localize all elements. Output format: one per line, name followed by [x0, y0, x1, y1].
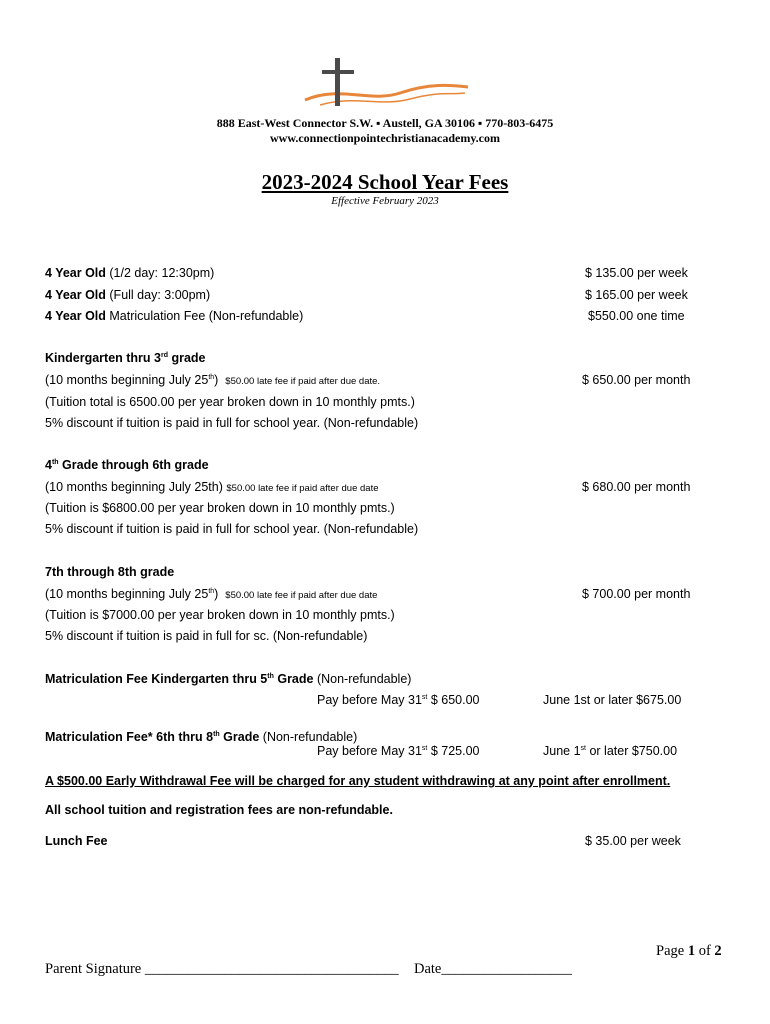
- heading-detail: (Non-refundable): [259, 730, 358, 744]
- late-fee-note: $50.00 late fee if paid after due date.: [225, 376, 381, 387]
- fee-row-4yo-matriculation: [45, 309, 303, 323]
- before-sup: st: [421, 693, 428, 701]
- g46-discount: 5% discount if tuition is paid in full for school year. (Non-refundable): [45, 522, 419, 536]
- school-address: 888 East-West Connector S.W. ▪ Austell, GA 30106 ▪ 770-803-6475: [216, 116, 554, 130]
- lunch-fee-label: Lunch Fee: [45, 834, 108, 848]
- matriculation-68-after: [543, 744, 677, 758]
- heading-sup: rd: [161, 351, 168, 359]
- heading-sup: th: [51, 458, 59, 466]
- after-text: June 1: [543, 744, 581, 758]
- school-website[interactable]: www.connectionpointechristianacademy.com: [270, 131, 500, 145]
- months-sup: th: [208, 373, 215, 381]
- page-current: 1: [687, 943, 696, 959]
- heading-text: Grade: [219, 730, 260, 744]
- fee-label-detail: Matriculation Fee (Non-refundable): [105, 309, 304, 323]
- fee-row-4yo-full: [45, 288, 210, 302]
- matriculation-k5-heading: [45, 672, 411, 686]
- page-title: 2023-2024 School Year Fees: [261, 170, 509, 194]
- fee-label-bold: 4 Year Old: [45, 266, 106, 280]
- effective-date: Effective February 2023: [331, 195, 439, 207]
- fee-label-detail: (Full day: 3:00pm): [105, 288, 211, 302]
- k3-tuition-total: (Tuition total is 6500.00 per year broken down in 10 monthly pmts.): [45, 395, 415, 409]
- before-text: Pay before May 31: [317, 744, 422, 758]
- heading-text: Matriculation Fee* 6th thru 8: [45, 730, 214, 744]
- academy-logo: [300, 55, 470, 110]
- heading-text: grade: [168, 351, 206, 365]
- months-text: ): [214, 373, 219, 387]
- fee-price-4yo-full: $ 165.00 per week: [585, 288, 688, 302]
- parent-signature-line[interactable]: Parent Signature ___________________________________: [45, 961, 399, 977]
- heading-text: Grade through 6th grade: [58, 458, 209, 472]
- heading-text: 4: [45, 458, 52, 472]
- heading-text: Grade: [273, 672, 314, 686]
- page-number: [656, 943, 722, 960]
- g78-price: $ 700.00 per month: [582, 587, 691, 601]
- g78-discount: 5% discount if tuition is paid in full for sc. (Non-refundable): [45, 629, 368, 643]
- before-sup: st: [421, 744, 428, 752]
- months-sup: th: [208, 587, 215, 595]
- months-text: (10 months beginning July 25: [45, 587, 209, 601]
- k3-price: $ 650.00 per month: [582, 373, 691, 387]
- fee-label-detail: (1/2 day: 12:30pm): [105, 266, 215, 280]
- k3-discount: 5% discount if tuition is paid in full for school year. (Non-refundable): [45, 416, 419, 430]
- k3-months-line: [45, 373, 380, 387]
- matriculation-k5-before: [317, 693, 480, 707]
- g46-months-line: [45, 480, 379, 494]
- non-refundable-notice: All school tuition and registration fees are non-refundable.: [45, 803, 393, 817]
- fee-label-bold: 4 Year Old: [45, 309, 106, 323]
- heading-sup: th: [267, 672, 274, 680]
- page-total: 2: [714, 943, 722, 959]
- section-heading-k3: [45, 351, 206, 365]
- late-fee-note: $50.00 late fee if paid after due date: [225, 590, 378, 601]
- months-text: ): [214, 587, 219, 601]
- page-of: of: [695, 943, 715, 959]
- g46-price: $ 680.00 per month: [582, 480, 691, 494]
- heading-text: Matriculation Fee Kindergarten thru 5: [45, 672, 268, 686]
- matriculation-k5-after: June 1st or later $675.00: [543, 693, 682, 707]
- heading-detail: (Non-refundable): [313, 672, 412, 686]
- matriculation-68-before: [317, 744, 480, 758]
- g46-tuition-total: (Tuition is $6800.00 per year broken down in 10 monthly pmts.): [45, 501, 395, 515]
- before-amount: $ 725.00: [427, 744, 480, 758]
- months-text: (10 months beginning July 25: [45, 373, 209, 387]
- date-line[interactable]: Date__________________: [414, 961, 572, 977]
- section-heading-g78: 7th through 8th grade: [45, 565, 175, 579]
- after-amount: or later $750.00: [585, 744, 678, 758]
- months-text: (10 months beginning July 25th): [45, 480, 223, 494]
- lunch-fee-price: $ 35.00 per week: [585, 834, 681, 848]
- fee-price-4yo-half: $ 135.00 per week: [585, 266, 688, 280]
- before-text: Pay before May 31: [317, 693, 422, 707]
- heading-sup: th: [213, 730, 220, 738]
- fee-price-4yo-matriculation: $550.00 one time: [588, 309, 685, 323]
- late-fee-note: $50.00 late fee if paid after due date: [226, 483, 379, 494]
- fee-row-4yo-half: [45, 266, 214, 280]
- page-prefix: Page: [656, 943, 688, 959]
- withdrawal-fee-notice: A $500.00 Early Withdrawal Fee will be charged for any student withdrawing at any point after enrollment.: [45, 774, 671, 788]
- g78-months-line: [45, 587, 377, 601]
- before-amount: $ 650.00: [427, 693, 480, 707]
- section-heading-g46: [45, 458, 209, 472]
- matriculation-68-heading: [45, 730, 357, 744]
- fee-label-bold: 4 Year Old: [45, 288, 106, 302]
- heading-text: Kindergarten thru 3: [45, 351, 161, 365]
- after-sup: st: [580, 744, 586, 752]
- g78-tuition-total: (Tuition is $7000.00 per year broken down in 10 monthly pmts.): [45, 608, 395, 622]
